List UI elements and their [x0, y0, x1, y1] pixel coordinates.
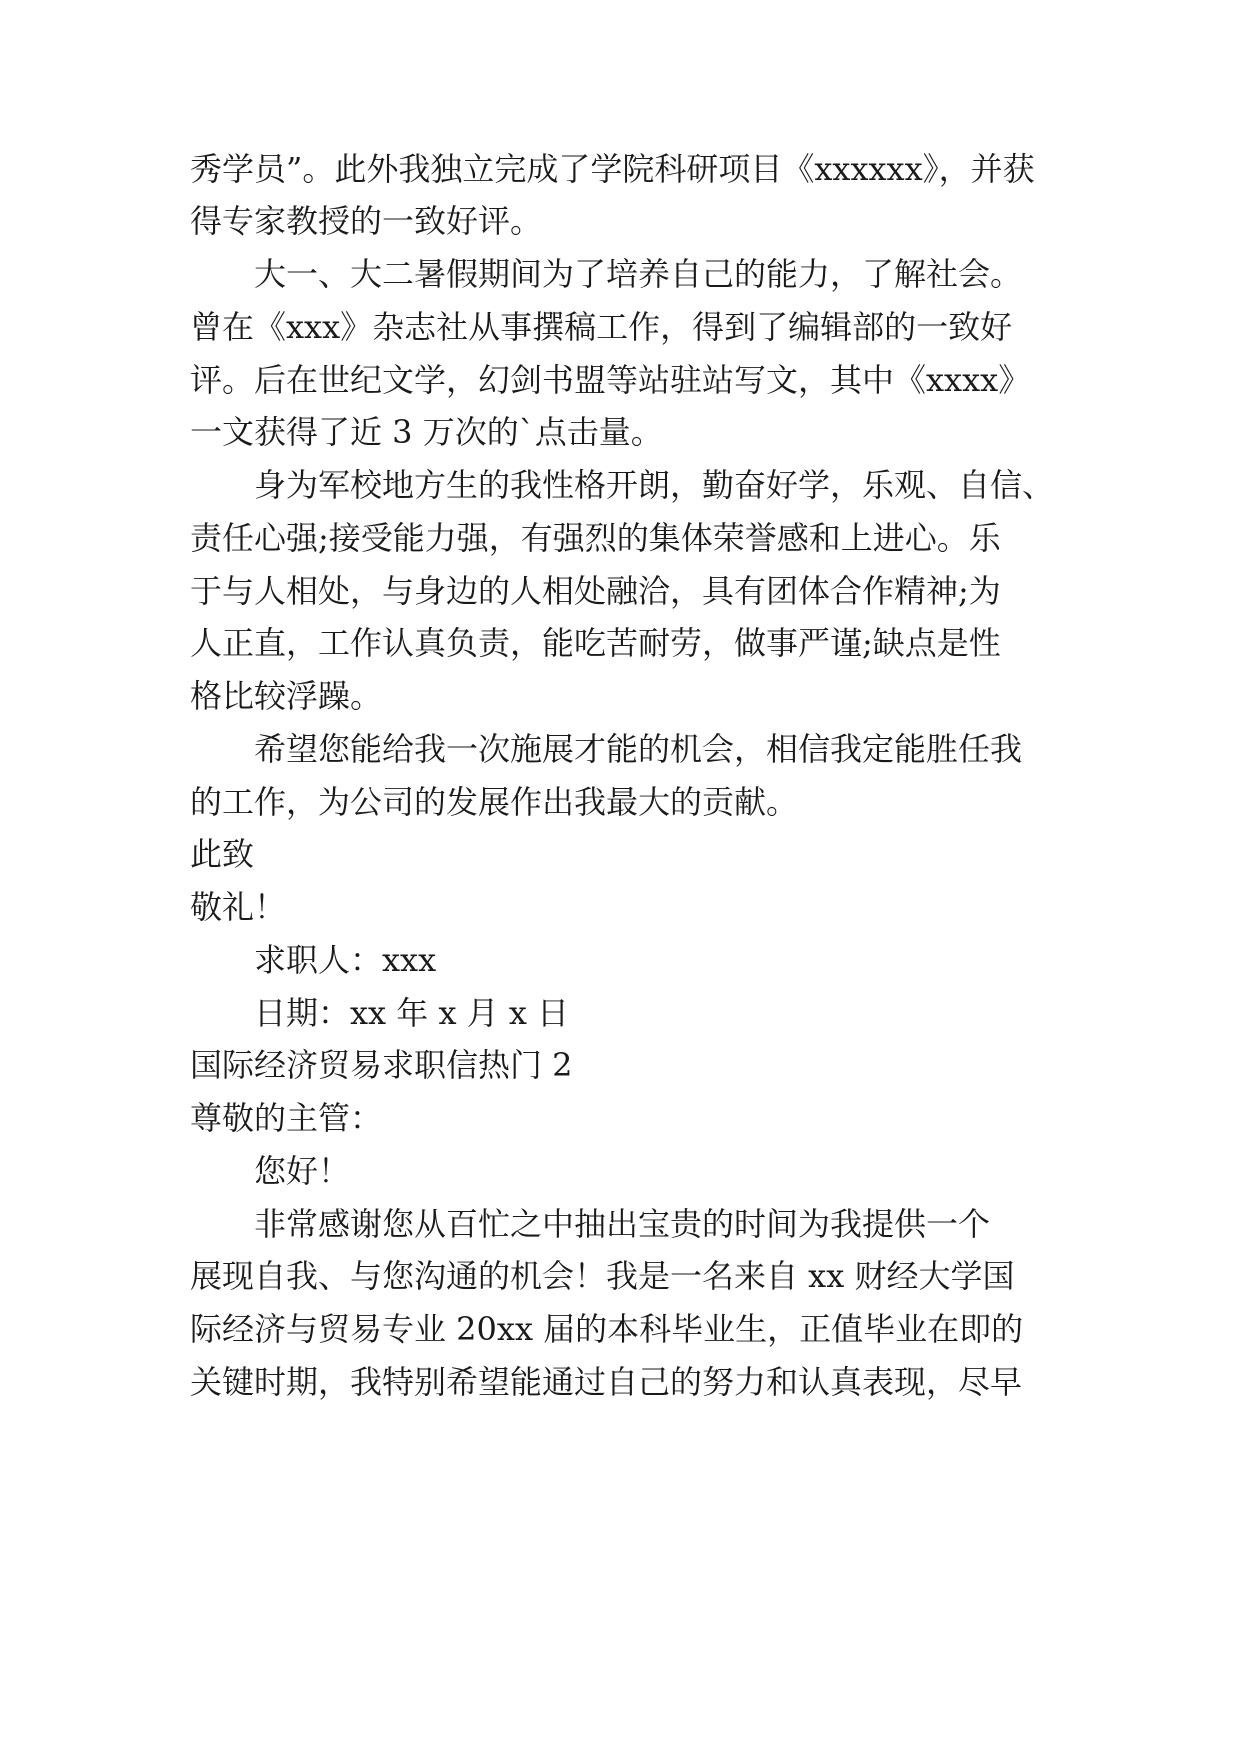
body-line: 于与人相处，与身边的人相处融洽，具有团体合作精神;为 — [190, 572, 1001, 610]
body-line: 得专家教授的一致好评。 — [190, 202, 543, 240]
paragraph-start-line: 大一、大二暑假期间为了培养自己的能力，了解社会。 — [254, 255, 1023, 293]
body-line: 秀学员”。此外我独立完成了学院科研项目《xxxxxx》，并获 — [190, 150, 1035, 188]
letter-greeting: 尊敬的主管： — [190, 1099, 383, 1137]
closing-regards: 敬礼！ — [190, 888, 287, 926]
body-line: 的工作，为公司的发展作出我最大的贡献。 — [190, 783, 799, 821]
body-line: 际经济与贸易专业 20xx 届的本科毕业生，正值毕业在即的 — [190, 1310, 1024, 1348]
closing-salutation: 此致 — [190, 835, 255, 873]
section-title: 国际经济贸易求职信热门 2 — [190, 1046, 573, 1084]
paragraph-start-line: 非常感谢您从百忙之中抽出宝贵的时间为我提供一个 — [254, 1205, 991, 1243]
letter-date: 日期：xx 年 x 月 x 日 — [254, 994, 570, 1032]
body-line: 格比较浮躁。 — [190, 677, 383, 715]
applicant-signature: 求职人：xxx — [254, 941, 437, 979]
paragraph-start-line: 希望您能给我一次施展才能的机会，相信我定能胜任我 — [254, 730, 1023, 768]
body-line: 评。后在世纪文学，幻剑书盟等站驻站写文，其中《xxxx》 — [190, 361, 1031, 399]
body-line: 责任心强;接受能力强，有强烈的集体荣誉感和上进心。乐 — [190, 519, 1001, 557]
body-line: 曾在《xxx》杂志社从事撰稿工作，得到了编辑部的一致好 — [190, 308, 1013, 346]
letter-hello: 您好！ — [254, 1152, 351, 1190]
body-line: 一文获得了近 3 万次的`点击量。 — [190, 413, 663, 451]
paragraph-start-line: 身为军校地方生的我性格开朗，勤奋好学，乐观、自信、 — [254, 466, 1055, 504]
body-line: 关键时期，我特别希望能通过自己的努力和认真表现，尽早 — [190, 1363, 1023, 1401]
body-line: 人正直，工作认真负责，能吃苦耐劳，做事严谨;缺点是性 — [190, 624, 1001, 662]
body-line: 展现自我、与您沟通的机会！我是一名来自 xx 财经大学国 — [190, 1257, 1015, 1295]
